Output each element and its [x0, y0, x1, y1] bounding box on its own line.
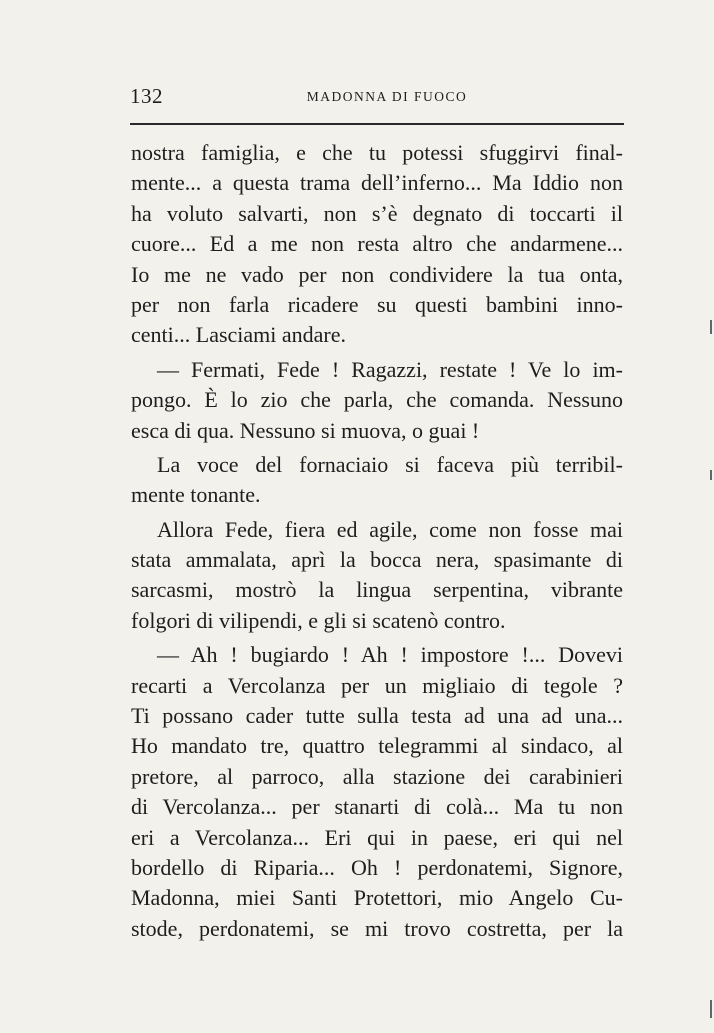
- text-line: esca di qua. Nessuno si muova, o guai !: [131, 417, 480, 443]
- text-line: — Ah ! bugiardo ! Ah ! impostore !... Dovevi: [157, 642, 623, 668]
- paragraph: [131, 515, 623, 637]
- text-line: folgori di vilipendi, e gli si scatenò contro.: [131, 607, 506, 633]
- text-line: Allora Fede, fiera ed agile, come non fosse mai: [157, 516, 623, 542]
- text-line: Ti possano cader tutte sulla testa ad una ad una...: [131, 703, 623, 729]
- paragraph: [131, 355, 623, 446]
- text-line: mente tonante.: [131, 482, 261, 508]
- paragraph: [131, 640, 623, 944]
- page-edge-mark: [710, 1000, 712, 1018]
- text-line: stode, perdonatemi, se mi trovo costretta, per la: [131, 915, 623, 941]
- text-line: pongo. È lo zio che parla, che comanda. Nessuno: [131, 387, 623, 413]
- page-edge-mark: [710, 470, 712, 480]
- page-edge-mark: [710, 320, 712, 334]
- page-header: [130, 84, 624, 112]
- text-line: pretore, al parroco, alla stazione dei carabinieri: [131, 763, 623, 789]
- text-line: eri a Vercolanza... Eri qui in paese, eri qui nel: [131, 824, 623, 850]
- text-line: — Fermati, Fede ! Ragazzi, restate ! Ve lo im-: [157, 356, 623, 382]
- text-line: sarcasmi, mostrò la lingua serpentina, vibrante: [131, 577, 623, 603]
- text-line: di Vercolanza... per stanarti di colà... Ma tu non: [131, 794, 623, 820]
- text-line: Io me ne vado per non condividere la tua onta,: [131, 261, 623, 287]
- text-line: cuore... Ed a me non resta altro che andarmene...: [131, 231, 623, 257]
- text-line: La voce del fornaciaio si faceva più terribil-: [157, 451, 623, 477]
- text-line: Madonna, miei Santi Protettori, mio Angelo Cu-: [131, 885, 623, 911]
- text-line: bordello di Riparia... Oh ! perdonatemi, Signore,: [131, 854, 623, 880]
- text-line: nostra famiglia, e che tu potessi sfuggirvi final-: [131, 140, 623, 165]
- text-line: recarti a Vercolanza per un migliaio di tegole ?: [131, 672, 623, 698]
- page-number: 132: [130, 84, 163, 108]
- text-line: stata ammalata, aprì la bocca nera, spasimante di: [131, 547, 623, 573]
- header-rule: [130, 123, 624, 125]
- body-text: [131, 138, 623, 944]
- running-title: MADONNA DI FUOCO: [306, 89, 468, 104]
- text-line: ha voluto salvarti, non s’è degnato di toccarti il: [131, 200, 623, 226]
- text-line: Ho mandato tre, quattro telegrammi al sindaco, al: [131, 733, 623, 759]
- paragraph: [131, 450, 623, 511]
- text-line: per non farla ricadere su questi bambini inno-: [131, 291, 623, 317]
- text-line: centi... Lasciami andare.: [131, 322, 347, 348]
- paragraph: [131, 138, 623, 351]
- text-line: mente... a questa trama dell’inferno... Ma Iddio non: [131, 170, 623, 196]
